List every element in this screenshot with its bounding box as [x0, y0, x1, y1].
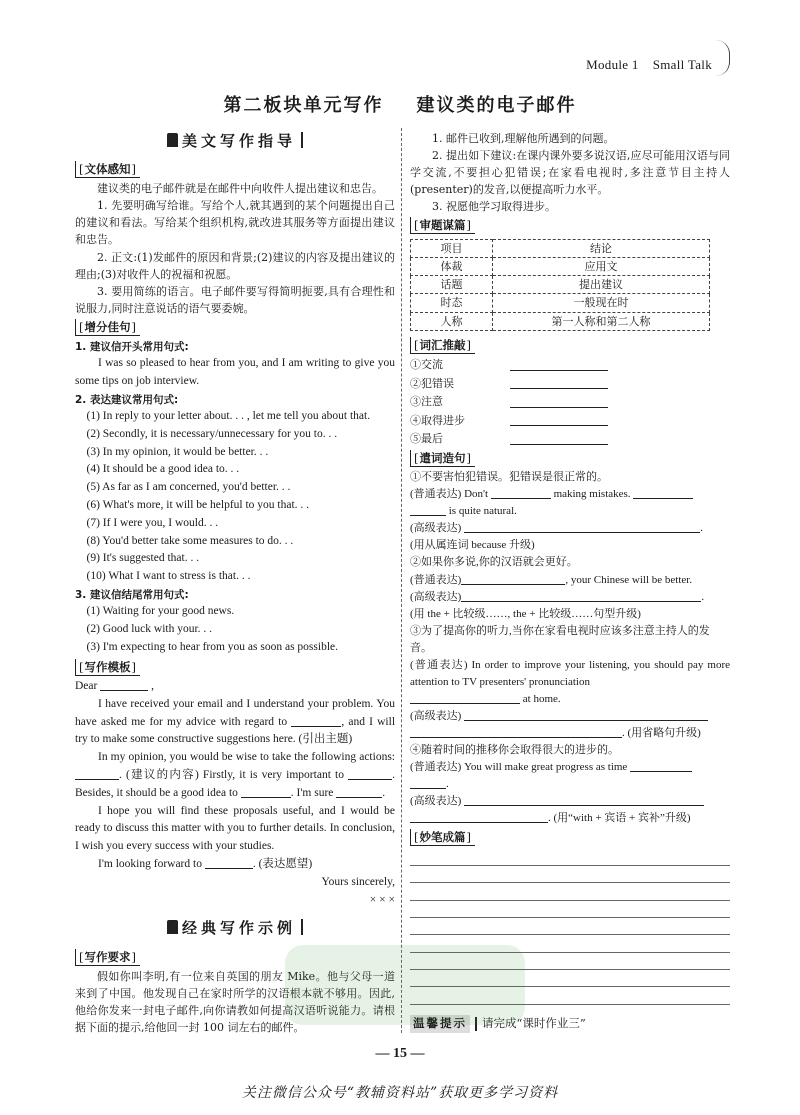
- phrase-item: (6) What's more, it will be helpful to you that. . .: [86, 499, 310, 512]
- pen-icon: [167, 133, 178, 147]
- s2-normal-b: , your Chinese will be better.: [565, 573, 693, 586]
- s1-normal-b: making mistakes.: [553, 488, 631, 501]
- phrase-group-title: 3. 建议信结尾常用句式:: [75, 589, 189, 602]
- perception-point-3: 3. 要用简练的语言。电子邮件要写得简明扼要,具有合理性和说服力,同时注意说话的语气要委婉。: [75, 284, 395, 315]
- writing-line[interactable]: [410, 970, 730, 987]
- footer-note: 关注微信公众号“教辅资料站”获取更多学习资料: [241, 1085, 559, 1101]
- template-para-1: [75, 696, 395, 749]
- audit-row: [411, 294, 710, 312]
- tip-label: 温馨提示: [410, 1015, 470, 1033]
- audit-item: 时态: [411, 294, 493, 312]
- blank: [241, 786, 291, 798]
- s3-advanced-label: (高级表达): [410, 709, 462, 722]
- blank: [100, 679, 148, 691]
- s4-advanced-cont: [410, 810, 730, 827]
- s4-normal-a: (普通表达) You will make great progress as time: [410, 761, 628, 774]
- s1-normal-a: (普通表达) Don't: [410, 488, 489, 501]
- template-letter: [75, 678, 395, 910]
- s3-note: . (用省略句升级): [622, 726, 701, 739]
- phrase-item: (7) If I were you, I would. . .: [86, 516, 219, 529]
- s2-advanced-label: (高级表达): [410, 590, 462, 603]
- writing-line[interactable]: [410, 848, 730, 865]
- vocab-tag: [ 词汇推敲 ]: [410, 337, 475, 354]
- page-number: — 15 —: [375, 1046, 425, 1061]
- warm-tip: [410, 1015, 730, 1033]
- audit-conclusion: 结论: [493, 240, 710, 258]
- hint-3: 3. 祝愿他学习取得进步。: [432, 200, 556, 214]
- s2-normal-a: (普通表达): [410, 573, 462, 586]
- template-p4b: . (表达愿望): [252, 858, 313, 871]
- answer-blank[interactable]: [633, 487, 693, 499]
- phrase-item: (4) It should be a good idea to. . .: [86, 463, 240, 476]
- vocab-answer-blank[interactable]: [510, 359, 608, 371]
- phrase-group-title: 2. 表达建议常用句式:: [75, 393, 179, 406]
- vocab-row: [410, 374, 730, 393]
- s1-advanced: (高级表达) .: [410, 522, 703, 535]
- phrase-item: (8) You'd better take some measures to do. . .: [86, 534, 294, 547]
- template-dear: Dear ,: [75, 679, 154, 692]
- phrase-item: (10) What I want to stress is that. . .: [86, 570, 251, 583]
- answer-blank[interactable]: [491, 487, 551, 499]
- s4-note: . (用“with + 宾语 + 宾补”升级): [548, 812, 691, 825]
- requirement-tag: [ 写作要求 ]: [75, 949, 140, 966]
- audit-item: 话题: [411, 276, 493, 294]
- phrase-item: (3) I'm expecting to hear from you as soon as possible.: [86, 640, 339, 653]
- header-curve-decoration: [716, 40, 730, 76]
- writing-line[interactable]: [410, 918, 730, 935]
- audit-tag: [ 审题谋篇 ]: [410, 217, 475, 234]
- perception-intro: 建议类的电子邮件就是在邮件中向收件人提出建议和忠告。: [97, 182, 383, 196]
- guide-heading-text: 美文写作指导: [181, 132, 296, 150]
- s3-normal-b: at home.: [522, 692, 561, 705]
- audit-conclusion: 提出建议: [493, 276, 710, 294]
- right-column: [410, 130, 730, 1033]
- phrase-group-title: 1. 建议信开头常用句式:: [75, 340, 189, 353]
- answer-blank[interactable]: [410, 504, 446, 516]
- template-dear-text: Dear: [75, 679, 98, 692]
- audit-conclusion: 一般现在时: [493, 294, 710, 312]
- vocab-row: [410, 356, 730, 375]
- phrase-item: (2) Secondly, it is necessary/unnecessary for you to. . .: [86, 427, 338, 440]
- answer-blank[interactable]: [461, 590, 701, 602]
- phrase-item: I was so pleased to hear from you, and I am writing to give you some tips on job interview.: [75, 357, 395, 387]
- vocab-label: ②犯错误: [410, 376, 454, 390]
- template-p2b: . (建议的内容) Firstly, it is very important to: [119, 768, 344, 781]
- heading-bar: [301, 919, 303, 935]
- perception-point-1: 1. 先要明确写给谁。写给个人,就其遇到的某个问题提出自己的建议和看法。写给某个组织机构,就改进其服务等方面提出建议和忠告。: [75, 199, 395, 247]
- phrase-item: (5) As far as I am concerned, you'd better. . .: [86, 481, 291, 494]
- template-p2c: . Besides, it should be a good idea to: [75, 768, 396, 799]
- guide-heading: [75, 130, 395, 153]
- requirement-text: 假如你叫李明,有一位来自英国的朋友 Mike。他与父母一道来到了中国。他发现自己在家时所学的汉语根本就不够用。因此,他给你发来一封电子邮件,向你请教如何提高汉语听说能力。请根据下面的提示,给他回一封 100 词左右的邮件。: [75, 969, 395, 1034]
- audit-row: [411, 312, 710, 330]
- writing-line[interactable]: [410, 953, 730, 970]
- perception-tag: [ 文体感知 ]: [75, 161, 140, 178]
- answer-blank[interactable]: [410, 811, 548, 823]
- audit-row: [411, 276, 710, 294]
- template-p2d: . I'm sure: [290, 786, 334, 799]
- vocab-label: ⑤最后: [410, 432, 443, 446]
- vocab-row: [410, 430, 730, 449]
- vocab-answer-blank[interactable]: [510, 396, 608, 408]
- page-title: 第二板块单元写作 建议类的电子邮件: [223, 95, 577, 116]
- blank: [205, 857, 253, 869]
- phrases-tag: [ 增分佳句 ]: [75, 319, 140, 336]
- module-label: Module 1: [586, 57, 639, 72]
- tip-text: 请完成“课时作业三”: [482, 1015, 586, 1030]
- s1-advanced-label: (高级表达): [410, 522, 462, 535]
- writing-line[interactable]: [410, 935, 730, 952]
- s2-normal: [410, 572, 730, 589]
- s1-normal-cont: [410, 503, 730, 520]
- column-divider: [401, 128, 402, 1033]
- compose-tag: [ 妙笔成篇 ]: [410, 829, 475, 846]
- vocab-label: ③注意: [410, 395, 443, 409]
- vocab-list: [410, 356, 730, 449]
- s1-note: (用从属连词 because 升级): [410, 539, 535, 552]
- s1-prompt: ①不要害怕犯错误。犯错误是很正常的。: [410, 471, 608, 484]
- answer-blank[interactable]: [461, 573, 565, 585]
- audit-conclusion: 应用文: [493, 258, 710, 276]
- hint-1: 1. 邮件已收到,理解他所遇到的问题。: [432, 132, 615, 145]
- vocab-row: [410, 411, 730, 430]
- pen-icon: [167, 920, 178, 934]
- s4-advanced: [410, 793, 730, 810]
- running-header: [586, 55, 712, 75]
- template-tag: [ 写作模板 ]: [75, 659, 140, 676]
- blank: [75, 768, 119, 780]
- writing-line[interactable]: [410, 883, 730, 900]
- answer-blank[interactable]: [464, 709, 708, 721]
- s3-normal: [410, 657, 730, 691]
- left-column: [75, 130, 395, 1036]
- vocab-answer-blank[interactable]: [510, 414, 608, 426]
- answer-blank[interactable]: [464, 521, 700, 533]
- example-heading: [75, 917, 395, 940]
- audit-table: [410, 239, 710, 330]
- answer-blank[interactable]: [410, 777, 446, 789]
- tip-bar: [475, 1017, 477, 1031]
- sentence-exercises: [410, 469, 730, 827]
- audit-item: 体裁: [411, 258, 493, 276]
- template-p1b: , and I will try to make some constructive suggestions here. (引出主题): [75, 715, 396, 746]
- writing-line[interactable]: [410, 987, 730, 1004]
- audit-row: [411, 240, 710, 258]
- s3-advanced-cont: [410, 725, 730, 742]
- blank: [291, 715, 341, 727]
- phrase-item: (9) It's suggested that. . .: [86, 552, 200, 565]
- blank: [348, 768, 392, 780]
- writing-line[interactable]: [410, 901, 730, 918]
- s4-normal: [410, 759, 730, 776]
- audit-row: [411, 258, 710, 276]
- phrase-item: (1) In reply to your letter about. . . , let me tell you about that.: [86, 409, 371, 422]
- writing-line[interactable]: [410, 866, 730, 883]
- answer-blank[interactable]: [410, 726, 622, 738]
- answer-blank[interactable]: [464, 794, 704, 806]
- s3-advanced: [410, 708, 730, 725]
- phrase-groups: [75, 339, 395, 657]
- template-sign: × × ×: [369, 893, 395, 906]
- s1-normal-c: is quite natural.: [448, 505, 517, 518]
- template-para-4: [75, 856, 395, 874]
- s2-note: (用 the + 比较级……, the + 比较级……句型升级): [410, 607, 641, 620]
- s4-normal-cont: .: [410, 776, 730, 793]
- vocab-answer-blank[interactable]: [510, 433, 608, 445]
- s1-normal: [410, 486, 730, 503]
- audit-item: 项目: [411, 240, 493, 258]
- hint-2: 2. 提出如下建议:在课内课外要多说汉语,应尽可能用汉语与同学交流,不要担心犯错误;在家看电视时,多注意节目主持人(presenter)的发音,以便提高听力水平。: [410, 149, 730, 197]
- template-para-2: In my opinion, you would be wise to take the following actions: . (建议的内容) Firstly, it is very important to . Besides, it should be a good idea to . I'm sure .: [75, 751, 396, 799]
- writing-lines[interactable]: [410, 848, 730, 1005]
- template-para-3: I hope you will find these proposals useful, and I would be ready to discuss this matter with you to further details. In conclusion, I wish you every success with your studies.: [75, 804, 395, 853]
- module-title: Small Talk: [652, 57, 712, 72]
- answer-blank[interactable]: [630, 760, 692, 772]
- s2-advanced: (高级表达) .: [410, 590, 705, 603]
- vocab-row: [410, 393, 730, 412]
- template-p4a: I'm looking forward to: [98, 858, 202, 871]
- vocab-label: ④取得进步: [410, 413, 465, 427]
- template-closing: Yours sincerely,: [321, 875, 395, 888]
- s4-advanced-label: (高级表达): [410, 795, 462, 808]
- sentence-tag: [ 遣词造句 ]: [410, 450, 475, 467]
- phrase-item: (3) In my opinion, it would be better. . .: [86, 445, 269, 458]
- template-p1a: I have received your email and I understand your problem. You have asked me for my advice with regard to: [75, 697, 395, 728]
- template-p2a: In my opinion, you would be wise to take the following actions:: [98, 751, 395, 764]
- blank: [336, 786, 382, 798]
- audit-item: 人称: [411, 312, 493, 330]
- vocab-label: ①交流: [410, 358, 443, 372]
- phrase-item: (1) Waiting for your good news.: [86, 605, 235, 618]
- answer-blank[interactable]: [410, 692, 520, 704]
- s3-normal-cont: [410, 691, 730, 708]
- heading-bar: [301, 132, 303, 148]
- phrase-item: (2) Good luck with your. . .: [86, 623, 213, 636]
- s4-prompt: ④随着时间的推移你会取得很大的进步的。: [410, 744, 619, 756]
- example-heading-text: 经典写作示例: [181, 919, 296, 938]
- audit-conclusion: 第一人称和第二人称: [493, 312, 710, 330]
- s3-prompt: ③为了提高你的听力,当你在家看电视时应该多注意主持人的发音。: [410, 624, 710, 654]
- s3-normal-text: (普通表达) In order to improve your listening, you should pay more attention to TV presenters' pronunciation: [410, 658, 730, 688]
- s2-prompt: ②如果你多说,你的汉语就会更好。: [410, 556, 578, 569]
- vocab-answer-blank[interactable]: [510, 377, 608, 389]
- perception-point-2: 2. 正文:(1)发邮件的原因和背景;(2)建议的内容及提出建议的理由;(3)对收件人的祝福和祝愿。: [75, 250, 395, 281]
